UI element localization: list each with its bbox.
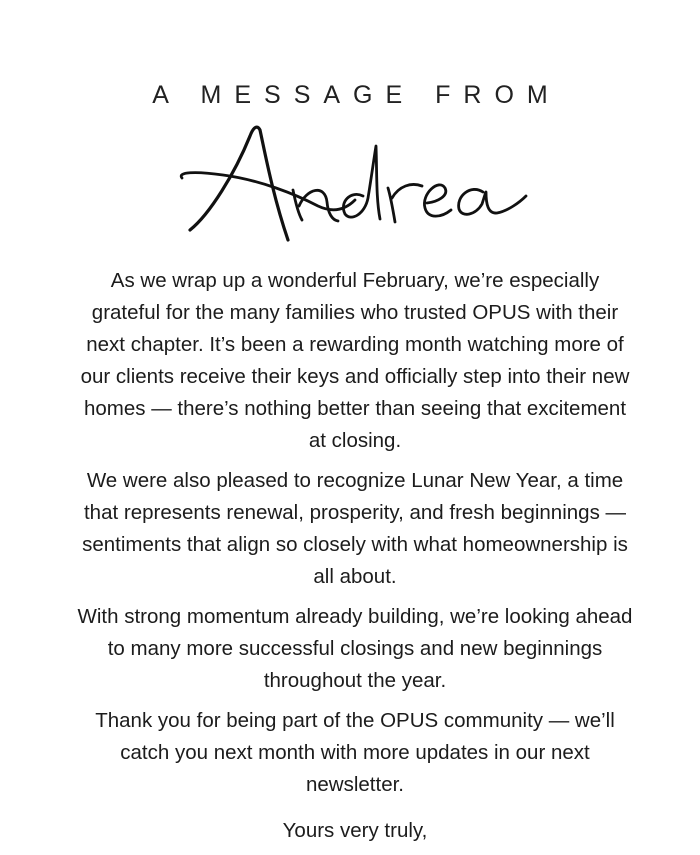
signature-stroke-e (424, 185, 451, 216)
letter-paragraph-4: Thank you for being part of the OPUS community — we’ll catch you next month with more updates in our next newsletter. (95, 709, 615, 796)
letter-paragraph-3: With strong momentum already building, we’re looking ahead to many more successful closings and new beginnings throughout the year. (77, 605, 633, 692)
signature-stroke-crossbar (181, 173, 355, 210)
letter-paragraph-2: We were also pleased to recognize Lunar New Year, a time that represents renewal, prosperity, and fresh beginnings — sentiments that align so closely with what homeownership is all about. (82, 469, 628, 588)
signature-stroke-final-a (459, 189, 526, 214)
signature-andrea (175, 118, 535, 248)
signature-stroke-r (388, 185, 422, 223)
signature-script-graphic (175, 118, 535, 248)
signature-stroke-d (343, 146, 380, 219)
letter-body (76, 265, 634, 855)
signature-stroke-a (190, 127, 288, 240)
message-eyebrow: A MESSAGE FROM (152, 81, 561, 109)
letter-closing: Yours very truly, (282, 819, 428, 842)
letter-paragraph-1: As we wrap up a wonderful February, we’re especially grateful for the many families who trusted OPUS with their next chapter. It’s been a rewarding month watching more of our clients receive their keys and officially step into their new homes — there’s nothing better than seeing that excitement at closing. (80, 269, 630, 452)
